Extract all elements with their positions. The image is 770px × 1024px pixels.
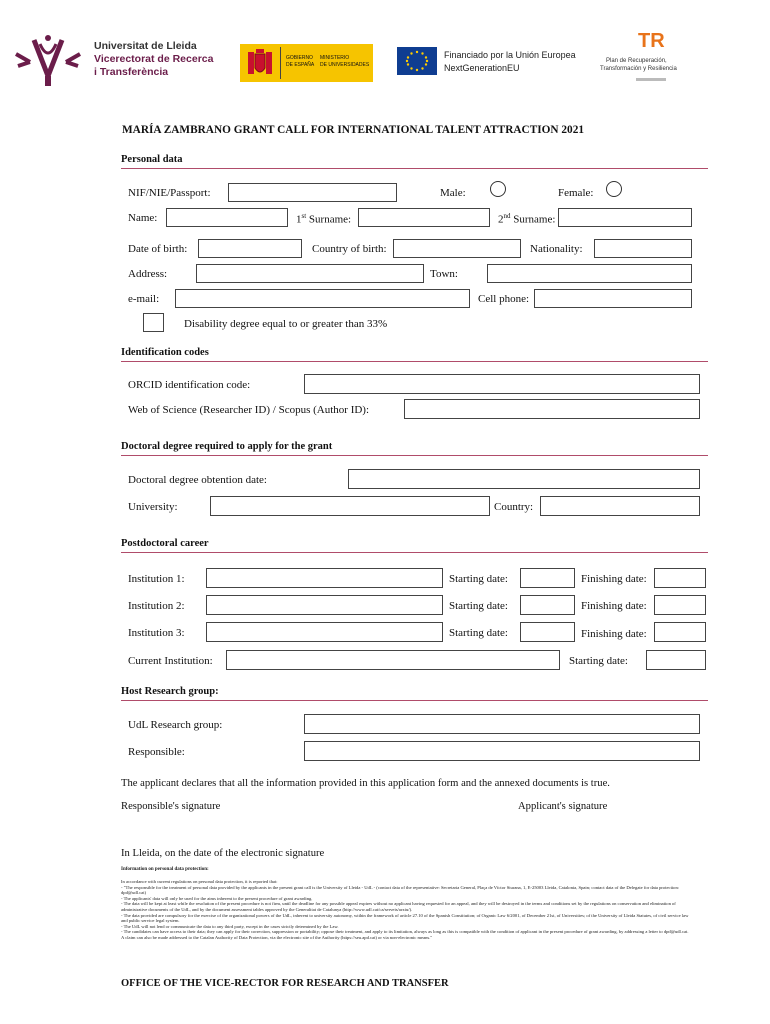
section-divider: [121, 700, 708, 701]
doctoral-country-label: Country:: [494, 501, 534, 513]
institution-2-input[interactable]: [206, 595, 443, 615]
current-institution-input[interactable]: [226, 650, 560, 670]
prtr-logo: [598, 30, 708, 88]
nationality-input[interactable]: [594, 239, 692, 258]
nif-input[interactable]: [228, 183, 397, 202]
current-start-label: Starting date:: [569, 655, 628, 667]
male-radio[interactable]: [490, 181, 506, 197]
dob-label: Date of birth:: [128, 243, 188, 255]
udl-logo: [14, 30, 214, 90]
country-birth-input[interactable]: [393, 239, 521, 258]
name-input[interactable]: [166, 208, 288, 227]
institution-2-finish-input[interactable]: [654, 595, 706, 615]
cell-phone-label: Cell phone:: [478, 293, 530, 305]
page-title: MARÍA ZAMBRANO GRANT CALL FOR INTERNATIONAL TALENT ATTRACTION 2021: [122, 124, 584, 136]
section-divider: [121, 552, 708, 553]
institution-1-start-input[interactable]: [520, 568, 575, 588]
doctoral-date-input[interactable]: [348, 469, 700, 489]
spain-coat-of-arms-icon: [246, 48, 274, 78]
university-label: University:: [128, 501, 178, 513]
section-divider: [121, 168, 708, 169]
town-label: Town:: [430, 268, 458, 280]
wos-input[interactable]: [404, 399, 700, 419]
institution-2-finish-label: Finishing date:: [581, 600, 647, 612]
country-birth-label: Country of birth:: [312, 243, 387, 255]
institution-2-start-label: Starting date:: [449, 600, 508, 612]
dob-input[interactable]: [198, 239, 302, 258]
prtr-line1: Plan de Recuperación,: [606, 58, 667, 64]
institution-2-start-input[interactable]: [520, 595, 575, 615]
female-radio[interactable]: [606, 181, 622, 197]
orcid-input[interactable]: [304, 374, 700, 394]
address-label: Address:: [128, 268, 168, 280]
institution-3-input[interactable]: [206, 622, 443, 642]
research-group-input[interactable]: [304, 714, 700, 734]
institution-3-start-input[interactable]: [520, 622, 575, 642]
footer-office: OFFICE OF THE VICE-RECTOR FOR RESEARCH AND TRANSFER: [121, 978, 449, 989]
data-protection-block: [121, 879, 691, 941]
current-institution-label: Current Institution:: [128, 655, 213, 667]
section-postdoc-heading: Postdoctoral career: [121, 538, 209, 549]
data-protection-item: - The data will be kept at least while the resolution of the present procedure is not firm, until the deadline for any possible appeal expires without no applicant having requested for an appeal, and they will be destroyed in the terms and conditions set by the regulations on conservation and elimination of administrative documents of the UdL, and by the document assessment tables approved by the Generalitat de Catalunya (http://www.udl.cat/ca/serveis/arxiu/).: [121, 901, 676, 912]
cell-phone-input[interactable]: [534, 289, 692, 308]
prtr-line2: Transformación y Resiliencia: [600, 66, 677, 72]
research-group-label: UdL Research group:: [128, 719, 223, 731]
doctoral-date-label: Doctoral degree obtention date:: [128, 474, 267, 486]
doctoral-country-input[interactable]: [540, 496, 700, 516]
applicant-signature-label: Applicant's signature: [518, 801, 608, 812]
responsible-label: Responsible:: [128, 746, 185, 758]
disability-label: Disability degree equal to or greater than 33%: [184, 318, 388, 330]
institution-3-finish-label: Finishing date:: [581, 628, 647, 640]
data-protection-heading: Information on personal data protection:: [121, 867, 209, 872]
institution-1-finish-input[interactable]: [654, 568, 706, 588]
section-identification-heading: Identification codes: [121, 347, 209, 358]
first-surname-input[interactable]: [358, 208, 490, 227]
email-label: e-mail:: [128, 293, 160, 305]
eu-logo: [397, 47, 597, 79]
section-doctoral-heading: Doctoral degree required to apply for the grant: [121, 441, 333, 452]
section-personal-data-heading: Personal data: [121, 154, 183, 165]
section-host-heading: Host Research group:: [121, 686, 219, 697]
nationality-label: Nationality:: [530, 243, 583, 255]
wos-label: Web of Science (Researcher ID) / Scopus (Author ID):: [128, 404, 370, 416]
disability-checkbox[interactable]: [143, 313, 164, 332]
section-divider: [121, 455, 708, 456]
prtr-mark: TR: [638, 30, 665, 52]
gobierno-line2: DE ESPAÑA: [286, 62, 315, 68]
institution-1-input[interactable]: [206, 568, 443, 588]
female-label: Female:: [558, 187, 594, 199]
udl-emblem-icon: [14, 32, 82, 88]
address-input[interactable]: [196, 264, 424, 283]
ministerio-line2: DE UNIVERSIDADES: [320, 62, 370, 68]
institution-3-finish-input[interactable]: [654, 622, 706, 642]
data-protection-item: - "The responsible for the treatment of personal data provided by the applicants in the present grant call is the University of Lleida - UdL - (contact data of the representative: Secretaria General, Plaça de Víctor Siurana, 1, E-25003 Lleida, Catalonia, Spain; contact data of the Delegate for data protection: dpd@udl.cat): [121, 884, 680, 896]
data-protection-item: - The UdL will not lend or communicate the data to any third party, except in the cases strictly determined by the Law.: [121, 923, 339, 929]
udl-unit-line2: i Transferència: [94, 66, 169, 78]
udl-name: Universitat de Lleida: [94, 40, 197, 52]
university-input[interactable]: [210, 496, 490, 516]
institution-3-label: Institution 3:: [128, 627, 185, 639]
declaration-text: The applicant declares that all the information provided in this application form and the annexed documents is true.: [121, 778, 610, 789]
udl-unit-line1: Vicerectorat de Recerca: [94, 53, 214, 65]
responsible-signature-label: Responsible's signature: [121, 801, 221, 812]
name-label: Name:: [128, 212, 158, 224]
second-surname-label: 2nd Surname:: [498, 212, 556, 226]
orcid-label: ORCID identification code:: [128, 379, 251, 391]
section-divider: [121, 361, 708, 362]
institution-2-label: Institution 2:: [128, 600, 185, 612]
spain-government-logo: [240, 44, 373, 82]
eu-flag-icon: [397, 47, 437, 75]
nif-label: NIF/NIE/Passport:: [128, 187, 211, 199]
institution-1-label: Institution 1:: [128, 573, 185, 585]
email-input[interactable]: [175, 289, 470, 308]
eu-funded-line1: Financiado por la Unión Europea: [444, 50, 576, 60]
male-label: Male:: [440, 187, 466, 199]
eu-funded-line2: NextGenerationEU: [444, 63, 520, 73]
place-date-text: In Lleida, on the date of the electronic signature: [121, 848, 325, 859]
institution-3-start-label: Starting date:: [449, 627, 508, 639]
data-protection-item: - The candidates can have access to their data; they can apply for their correction, suppression or portability; oppose their treatment, and apply to its limitation, always as long as this is compatible with the condition of applicant in the present procedure of grant awarding, by addressing a letter to dpd@udl.cat. A claim can also be made addressed to the Catalan Authority of Data Protection, via the electronic site of the Authority (https://seu.apd.cat) or via non-electronic means.": [121, 929, 689, 940]
institution-1-finish-label: Finishing date:: [581, 573, 647, 585]
ministerio-line1: MINISTERIO: [320, 55, 350, 61]
second-surname-input[interactable]: [558, 208, 692, 227]
current-start-input[interactable]: [646, 650, 706, 670]
data-protection-item: - The data provided are compulsory for the exercise of the organizational powers of the UdL, inherent to university autonomy, within the framework of article 27.10 of the Spanish Constitution; of Organic Law 6/2001, of December 21st, of Universities; of the University of Lleida Statutes, of civil service law and public service legal system.: [121, 912, 689, 924]
first-surname-label: 1st Surname:: [296, 212, 352, 226]
responsible-input[interactable]: [304, 741, 700, 761]
gobierno-line1: GOBIERNO: [286, 55, 313, 61]
data-protection-intro: In accordance with current regulations on personal data protection, it is reported that:: [121, 879, 278, 884]
institution-1-start-label: Starting date:: [449, 573, 508, 585]
data-protection-item: - The applicants' data will only be used for the aims inherent to the present procedure of grant awarding.: [121, 895, 313, 901]
town-input[interactable]: [487, 264, 692, 283]
